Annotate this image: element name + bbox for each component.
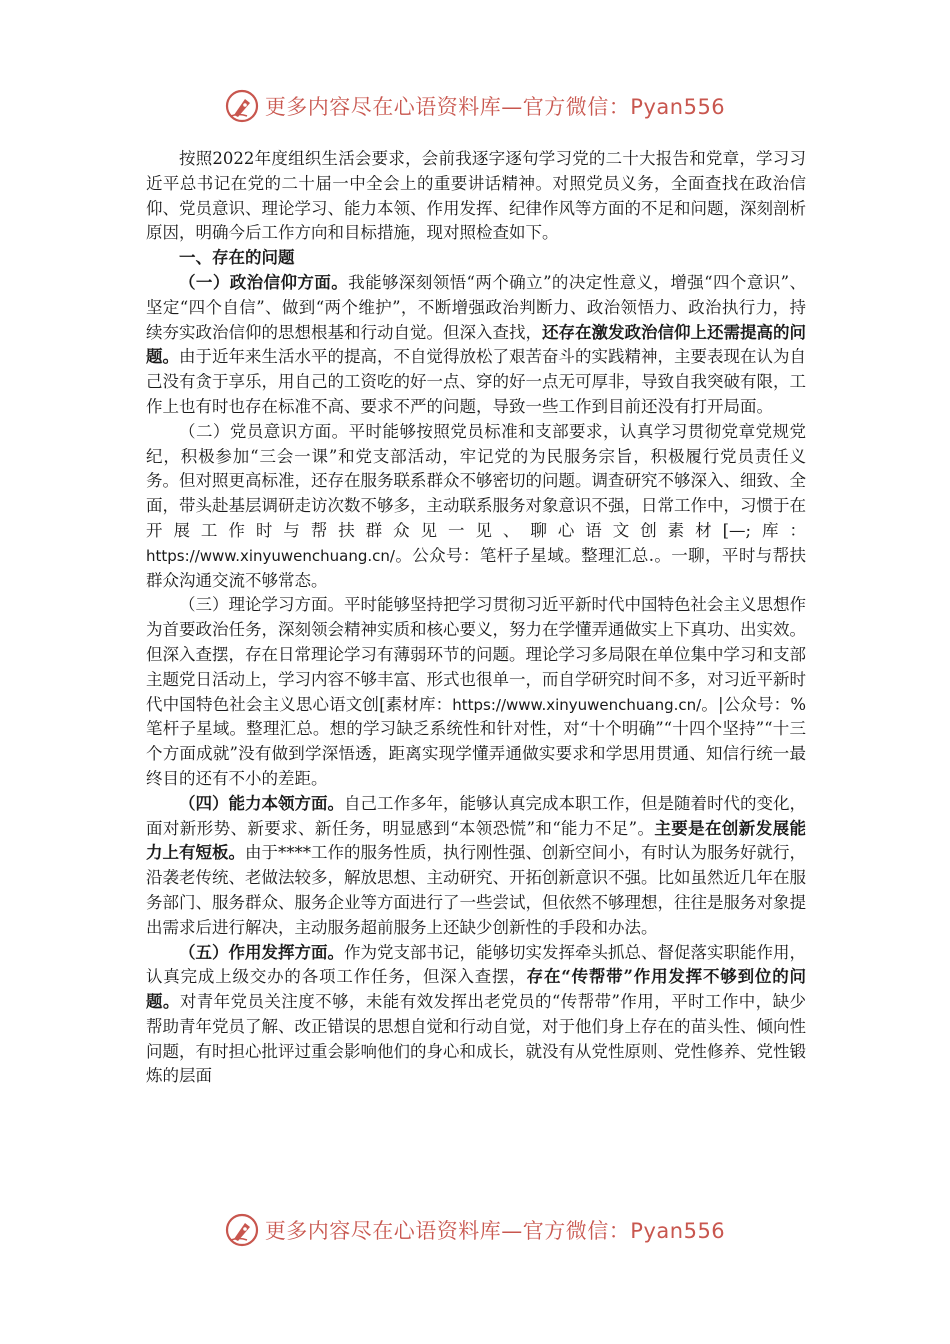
footer-banner [0,1210,950,1250]
highlighted-problem: 存在“传帮带”作用发挥不够到位的问题。 [146,967,807,1012]
paragraph-political-belief [146,271,806,420]
paragraph-heading: （一）政治信仰方面。 [179,272,349,292]
paragraph-text: （三）理论学习方面。平时能够坚持把学习贯彻习近平新时代中国特色社会主义思想作为首要政治任务，深刻领会精神实质和核心要义，努力在学懂弄通做实上下真功、出实效。但深入查摆，存在日常理论学习有薄弱环节的问题。理论学习多局限在单位集中学习和支部主题党日活动上，学习内容不够丰富、形式也很单一，而自学研究时间不多，对习近平新时代中国特色社会主义思心语文创[素材库： [146,595,806,714]
paragraph-heading: （四）能力本领方面。 [179,793,344,813]
highlighted-problem: 主要是在创新发展能力上有短板。 [146,818,806,863]
paragraph-heading: （五）作用发挥方面。 [179,942,344,962]
website-url: https://www.xinyuwenchuang.cn/ [452,695,702,714]
paragraph-text: 自己工作多年，能够认真完成本职工作，但是随着时代的变化，面对新形势、新要求、新任务，明显感到“本领恐慌”和“能力不足”。 [146,793,806,838]
paragraph-text: 作为党支部书记，能够切实发挥牵头抓总、督促落实职能作用，认真完成上级交办的各项工作任务，但深入查摆， [146,942,806,987]
highlighted-problem: 还存在激发政治信仰上还需提高的问题。 [146,322,806,367]
banner-text: 更多内容尽在心语资料库—官方微信：Pyan556 [264,95,726,119]
paragraph-text: 。|公众号：%笔杆子星域。整理汇总。想的学习缺乏系统性和针对性，对“十个明确”“十四个坚持”“十三个方面成就”没有做到学深悟透，距离实现学懂弄通做实要求和学思用贯通、知信行统一最终目的还有不小的差距。 [146,694,806,788]
intro-paragraph: 按照2022年度组织生活会要求，会前我逐字逐句学习党的二十大报告和党章，学习习近平总书记在党的二十届一中全会上的重要讲话精神。对照党员义务，全面查找在政治信仰、党员意识、理论学习、能力本领、作用发挥、纪律作风等方面的不足和问题，深刻剖析原因，明确今后工作方向和目标措施，现对照检查如下。 [146,149,806,243]
paragraph-text: 由于****工作的服务性质，执行刚性强、创新空间小，有时认为服务好就行，沿袭老传统、老做法较多，解放思想、主动研究、开拓创新意识不强。比如虽然近几年在服务部门、服务群众、服务企业等方面进行了一些尝试，但依然不够理想，往往是服务对象提出需求后进行解决，主动服务超前服务上还缺少创新性的手段和办法。 [146,843,806,937]
banner-text: 更多内容尽在心语资料库—官方微信：Pyan556 [264,1219,726,1243]
paragraph-role [146,941,806,1090]
section-title: 一、存在的问题 [179,248,295,268]
pen-nib-logo-icon [225,1213,259,1247]
paragraph-party-awareness [146,420,806,594]
paragraph-text: 。公众号：笔杆子星域。整理汇总.。一聊，平时与帮扶群众沟通交流不够常态。 [146,545,806,590]
paragraph-text: （二）党员意识方面。平时能够按照党员标准和支部要求，认真学习贯彻党章党规党纪，积极参加“三会一课”和党支部活动，牢记党的为民服务宗旨，积极履行党员责任义务。但对照更高标准，还存在服务联系群众不够密切的问题。调查研究不够深入、细致、全面，带头赴基层调研走访次数不够多，主动联系服务对象意识不强，日常工作中，习惯于在开展工作时与帮扶群众见一见、聊心语文创素材[—;库： [146,421,806,540]
pen-nib-logo-icon [225,89,259,123]
paragraph-text: 对青年党员关注度不够，未能有效发挥出老党员的“传帮带”作用，平时工作中，缺少帮助青年党员了解、改正错误的思想自觉和行动自觉，对于他们身上存在的苗头性、倾向性问题，有时担心批评过重会影响他们的身心和成长，就没有从党性原则、党性修养、党性锻炼的层面 [146,992,806,1086]
document-body [146,147,806,1089]
paragraph-theory-study [146,593,806,791]
header-banner [0,86,950,126]
website-url: https://www.xinyuwenchuang.cn/ [146,546,395,565]
paragraph-text: 我能够深刻领悟“两个确立”的决定性意义，增强“四个意识”、坚定“四个自信”、做到“两个维护”，不断增强政治判断力、政治领悟力、政治执行力，持续夯实政治信仰的思想根基和行动自觉。但深入查找， [146,272,807,342]
paragraph-text: 由于近年来生活水平的提高，不自觉得放松了艰苦奋斗的实践精神，主要表现在认为自己没有贪于享乐，用自己的工资吃的好一点、穿的好一点无可厚非，导致自我突破有限，工作上也有时也存在标准不高、要求不严的问题，导致一些工作到目前还没有打开局面。 [146,347,806,416]
paragraph-ability [146,792,806,941]
